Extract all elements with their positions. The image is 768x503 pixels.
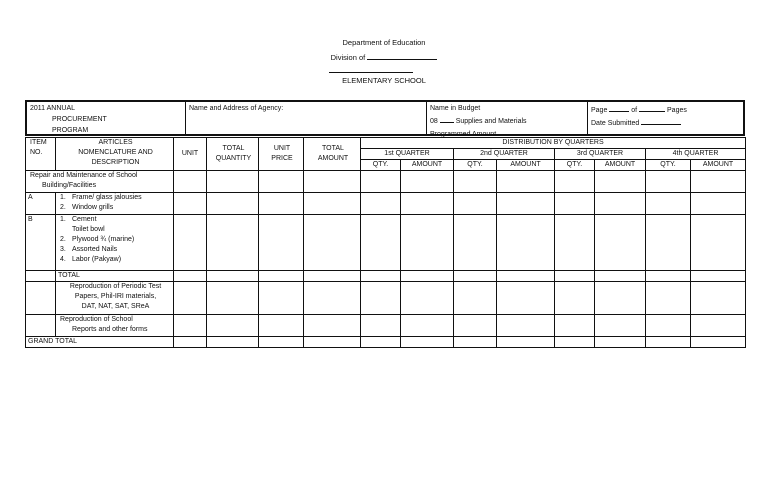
- table-row: [26, 315, 746, 337]
- budget-item: Supplies and Materials: [455, 118, 527, 125]
- unit-price-header: UNIT PRICE: [259, 138, 304, 171]
- date-label: Date Submitted: [591, 120, 640, 127]
- q1-amount-header: AMOUNT: [401, 160, 454, 171]
- division-line: [0, 52, 768, 62]
- date-line: [591, 116, 740, 129]
- budget-code-blank[interactable]: [440, 114, 454, 123]
- distribution-header: DISTRIBUTION BY QUARTERS: [361, 138, 746, 149]
- item-no-b: B: [26, 215, 56, 271]
- programmed-amount-blank[interactable]: [498, 127, 562, 136]
- table-row: [26, 215, 746, 271]
- item-no-header: ITEM NO.: [26, 138, 56, 171]
- procurement-table: [25, 137, 746, 348]
- table-row: [26, 282, 746, 315]
- table-row: [26, 171, 746, 193]
- q2-header: 2nd QUARTER: [454, 149, 555, 160]
- school-name-blank[interactable]: [329, 72, 413, 73]
- page-line: [591, 103, 740, 116]
- repair-category-cell: Repair and Maintenance of School Building/Facilities: [26, 171, 174, 193]
- page-total-blank[interactable]: [639, 103, 665, 112]
- program-cell: [27, 102, 186, 134]
- of-label: of: [631, 107, 638, 114]
- articles-b: 1. Cement Toilet bowl 2. Plywood ¾ (marine) 3. Assorted Nails 4. Labor (Pakyaw): [56, 215, 174, 271]
- table-row: [26, 271, 746, 282]
- budget-cell: [427, 102, 588, 138]
- agency-cell[interactable]: [186, 102, 427, 134]
- pages-label: Pages: [667, 107, 687, 114]
- q3-qty-header: QTY.: [555, 160, 595, 171]
- q4-qty-header: QTY.: [646, 160, 691, 171]
- page-number-blank[interactable]: [609, 103, 629, 112]
- budget-label: Name in Budget: [430, 105, 481, 112]
- q3-header: 3rd QUARTER: [555, 149, 646, 160]
- program-line3: PROGRAM: [52, 127, 89, 134]
- total-label: TOTAL: [56, 271, 174, 282]
- item-no-a: A: [26, 193, 56, 215]
- header-row: [26, 138, 746, 149]
- total-quantity-header: TOTAL QUANTITY: [207, 138, 259, 171]
- programmed-label: Programmed Amount: [430, 131, 497, 138]
- budget-line: [430, 114, 584, 127]
- program-line1: 2011 ANNUAL: [30, 105, 76, 112]
- info-box: [25, 100, 745, 136]
- school-title: ELEMENTARY SCHOOL: [342, 76, 426, 85]
- budget-code: 08: [430, 118, 438, 125]
- q1-header: 1st QUARTER: [361, 149, 454, 160]
- q4-amount-header: AMOUNT: [691, 160, 746, 171]
- grand-total-label: GRAND TOTAL: [26, 337, 174, 348]
- q2-amount-header: AMOUNT: [497, 160, 555, 171]
- articles-a: 1. Frame/ glass jalousies 2. Window grills: [56, 193, 174, 215]
- reproduction-tests-cell: Reproduction of Periodic Test Papers, Phil-IRI materials, DAT, NAT, SAT, SReA: [56, 282, 174, 315]
- table-row: [26, 193, 746, 215]
- division-label: Division of: [330, 53, 366, 62]
- agency-label: Name and Address of Agency:: [189, 105, 284, 112]
- page-cell: [588, 102, 743, 134]
- q4-header: 4th QUARTER: [646, 149, 746, 160]
- q1-qty-header: QTY.: [361, 160, 401, 171]
- program-line2: PROCUREMENT: [52, 116, 107, 123]
- total-amount-header: TOTAL AMOUNT: [304, 138, 361, 171]
- unit-header: UNIT: [174, 138, 207, 171]
- date-blank[interactable]: [641, 116, 681, 125]
- division-blank[interactable]: [367, 52, 437, 60]
- reproduction-reports-cell: Reproduction of School Reports and other forms: [56, 315, 174, 337]
- page-label: Page: [591, 107, 608, 114]
- q2-qty-header: QTY.: [454, 160, 497, 171]
- department-title: Department of Education: [342, 38, 426, 47]
- q3-amount-header: AMOUNT: [595, 160, 646, 171]
- articles-header: ARTICLES NOMENCLATURE AND DESCRIPTION: [56, 138, 174, 171]
- grand-total-row: [26, 337, 746, 348]
